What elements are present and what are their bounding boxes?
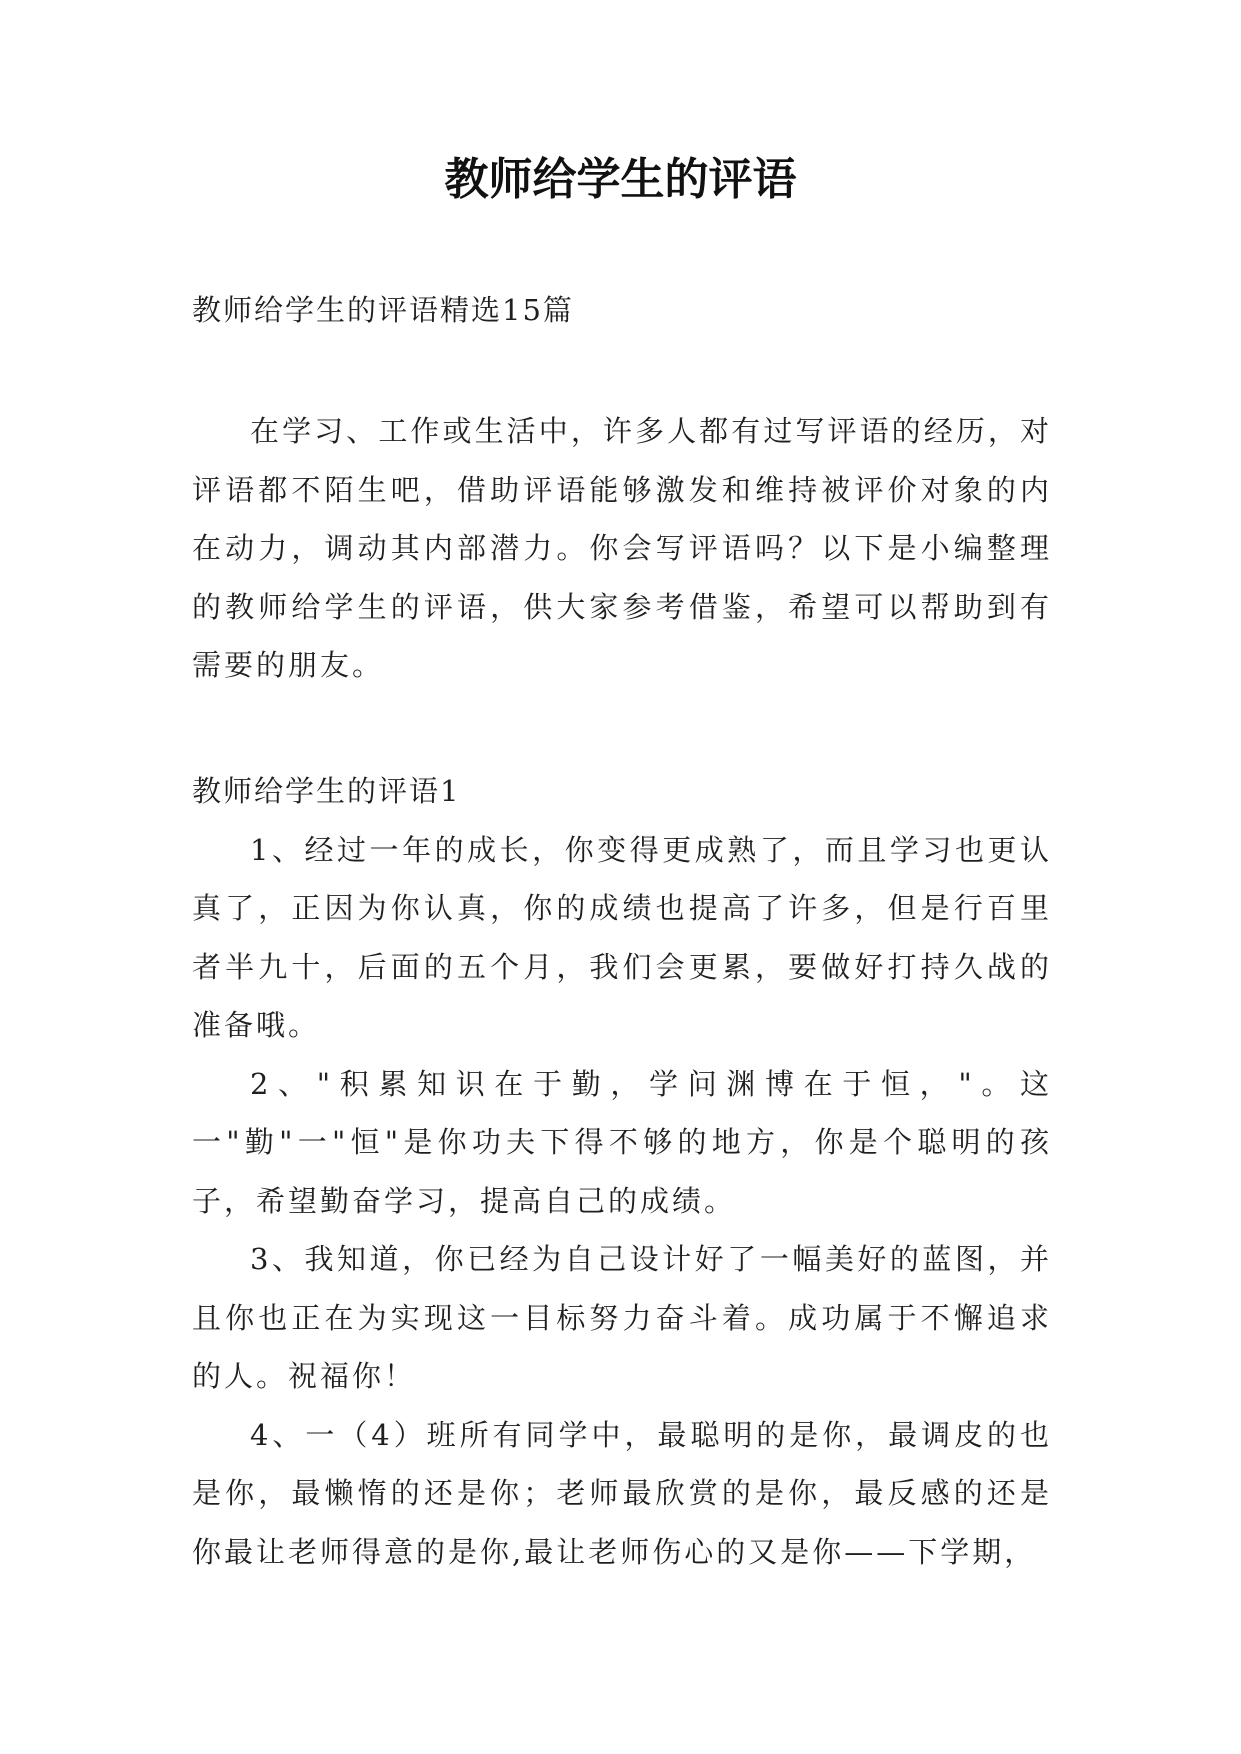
- comment-item-3: 3、我知道，你已经为自己设计好了一幅美好的蓝图，并且你也正在为实现这一目标努力奋斗着。成功属于不懈追求的人。祝福你！: [192, 1242, 1052, 1393]
- comment-item-4: 4、一（4）班所有同学中，最聪明的是你，最调皮的也是你，最懒惰的还是你；老师最欣赏的是你，最反感的还是你最让老师得意的是你,最让老师伤心的又是你——下学期，: [192, 1417, 1052, 1569]
- intro-paragraph: 在学习、工作或生活中，许多人都有过写评语的经历，对评语都不陌生吧，借助评语能够激发和维持被评价对象的内在动力，调动其内部潜力。你会写评语吗？以下是小编整理的教师给学生的评语，供大家参考借鉴，希望可以帮助到有需要的朋友。: [192, 414, 1052, 682]
- document-subtitle: 教师给学生的评语精选15篇: [192, 293, 574, 327]
- intro-section: [192, 402, 1052, 695]
- comment-item-1: 1、经过一年的成长，你变得更成熟了，而且学习也更认真了，正因为你认真，你的成绩也提高了许多，但是行百里者半九十，后面的五个月，我们会更累，要做好打持久战的准备哦。: [192, 832, 1052, 1042]
- document-title: 教师给学生的评语: [444, 154, 797, 205]
- section-heading: 教师给学生的评语1: [192, 774, 461, 808]
- comment-section-1: [192, 762, 1052, 1581]
- comment-item-2: 2、"积累知识在于勤，学问渊博在于恒，"。这一"勤"一"恒"是你功夫下得不够的地方，你是个聪明的孩子，希望勤奋学习，提高自己的成绩。: [192, 1066, 1052, 1218]
